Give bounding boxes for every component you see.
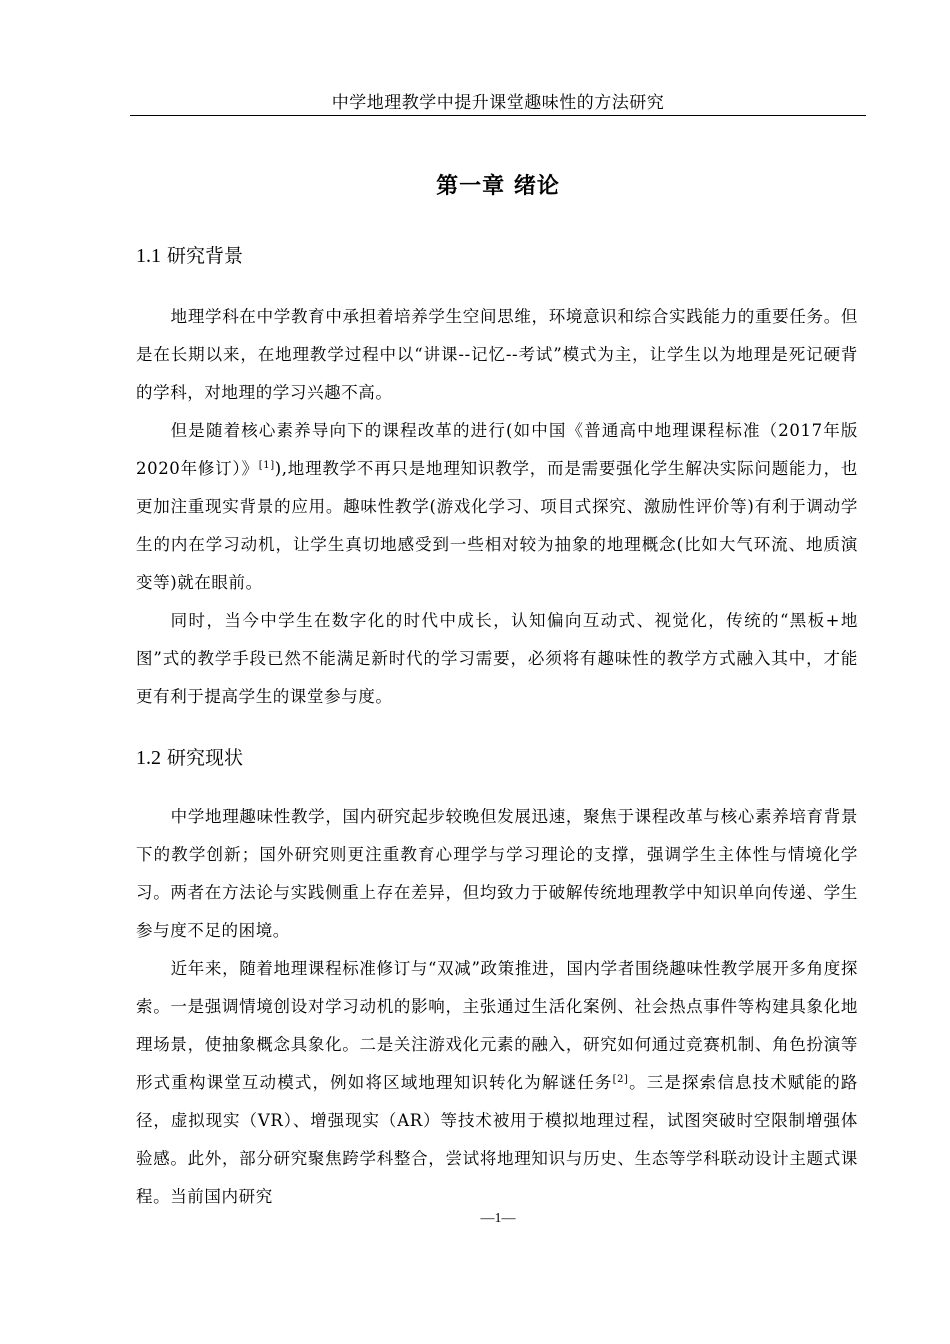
paragraph: 地理学科在中学教育中承担着培养学生空间思维，环境意识和综合实践能力的重要任务。但是在长期以来，在地理教学过程中以“讲课--记忆--考试”模式为主，让学生以为地理是死记硬背的学科，对地理的学习兴趣不高。 [136, 307, 858, 402]
page-number: —1— [480, 1211, 516, 1226]
header-rule [130, 115, 866, 116]
paragraph-text: 但是随着核心素养导向下的课程改革的进行(如中国《普通高中地理课程标准（2017年版 2020年修订）》 [136, 421, 858, 478]
paragraph: 中学地理趣味性教学，国内研究起步较晚但发展迅速，聚焦于课程改革与核心素养培育背景下的教学创新；国外研究则更注重教育心理学与学习理论的支撑，强调学生主体性与情境化学习。两者在方法论与实践侧重上存在差异，但均致力于破解传统地理教学中知识单向传递、学生参与度不足的困境。 [136, 807, 858, 940]
paragraph-text: 近年来，随着地理课程标准修订与“双减”政策推进，国内学者围绕趣味性教学展开多角度探索。一是强调情境创设对学习动机的影响，主张通过生活化案例、社会热点事件等构建具象化地理场景，使抽象概念具象化。二是关注游戏化元素的融入，研究如何通过竞赛机制、角色扮演等形式重构课堂互动模式，例如将区域地理知识转化为解谜任务 [136, 959, 858, 1092]
section-body-1-2 [136, 798, 858, 1216]
section-heading-1-2 [136, 745, 243, 771]
section-heading-1-1 [136, 243, 243, 269]
section-title: 研究现状 [167, 747, 244, 769]
chapter-title: 第一章 绪论 [436, 174, 560, 199]
citation-marker: [2] [612, 1074, 629, 1085]
section-number: 1.1 [136, 245, 161, 267]
paragraph [136, 412, 858, 602]
section-body-1-1 [136, 298, 858, 716]
paragraph-text: 。三是探索信息技术赋能的路径，虚拟现实（VR）、增强现实（AR）等技术被用于模拟地理过程，试图突破时空限制增强体验感。此外，部分研究聚焦跨学科整合，尝试将地理知识与历史、生态等学科联动设计主题式课程。当前国内研究 [136, 1073, 858, 1206]
section-title: 研究背景 [167, 245, 244, 267]
paragraph-text: ),地理教学不再只是地理知识教学，而是需要强化学生解决实际问题能力，也更加注重现实背景的应用。趣味性教学(游戏化学习、项目式探究、激励性评价等)有利于调动学生的内在学习动机，让学生真切地感受到一些相对较为抽象的地理概念(比如大气环流、地质演变等)就在眼前。 [136, 459, 858, 592]
section-number: 1.2 [136, 747, 161, 769]
citation-marker: [1] [258, 460, 275, 471]
running-header: 中学地理教学中提升课堂趣味性的方法研究 [331, 93, 665, 113]
paragraph: 同时，当今中学生在数字化的时代中成长，认知偏向互动式、视觉化，传统的“黑板+地图”式的教学手段已然不能满足新时代的学习需要，必须将有趣味性的教学方式融入其中，才能更有利于提高学生的课堂参与度。 [136, 611, 858, 706]
paragraph [136, 950, 858, 1216]
